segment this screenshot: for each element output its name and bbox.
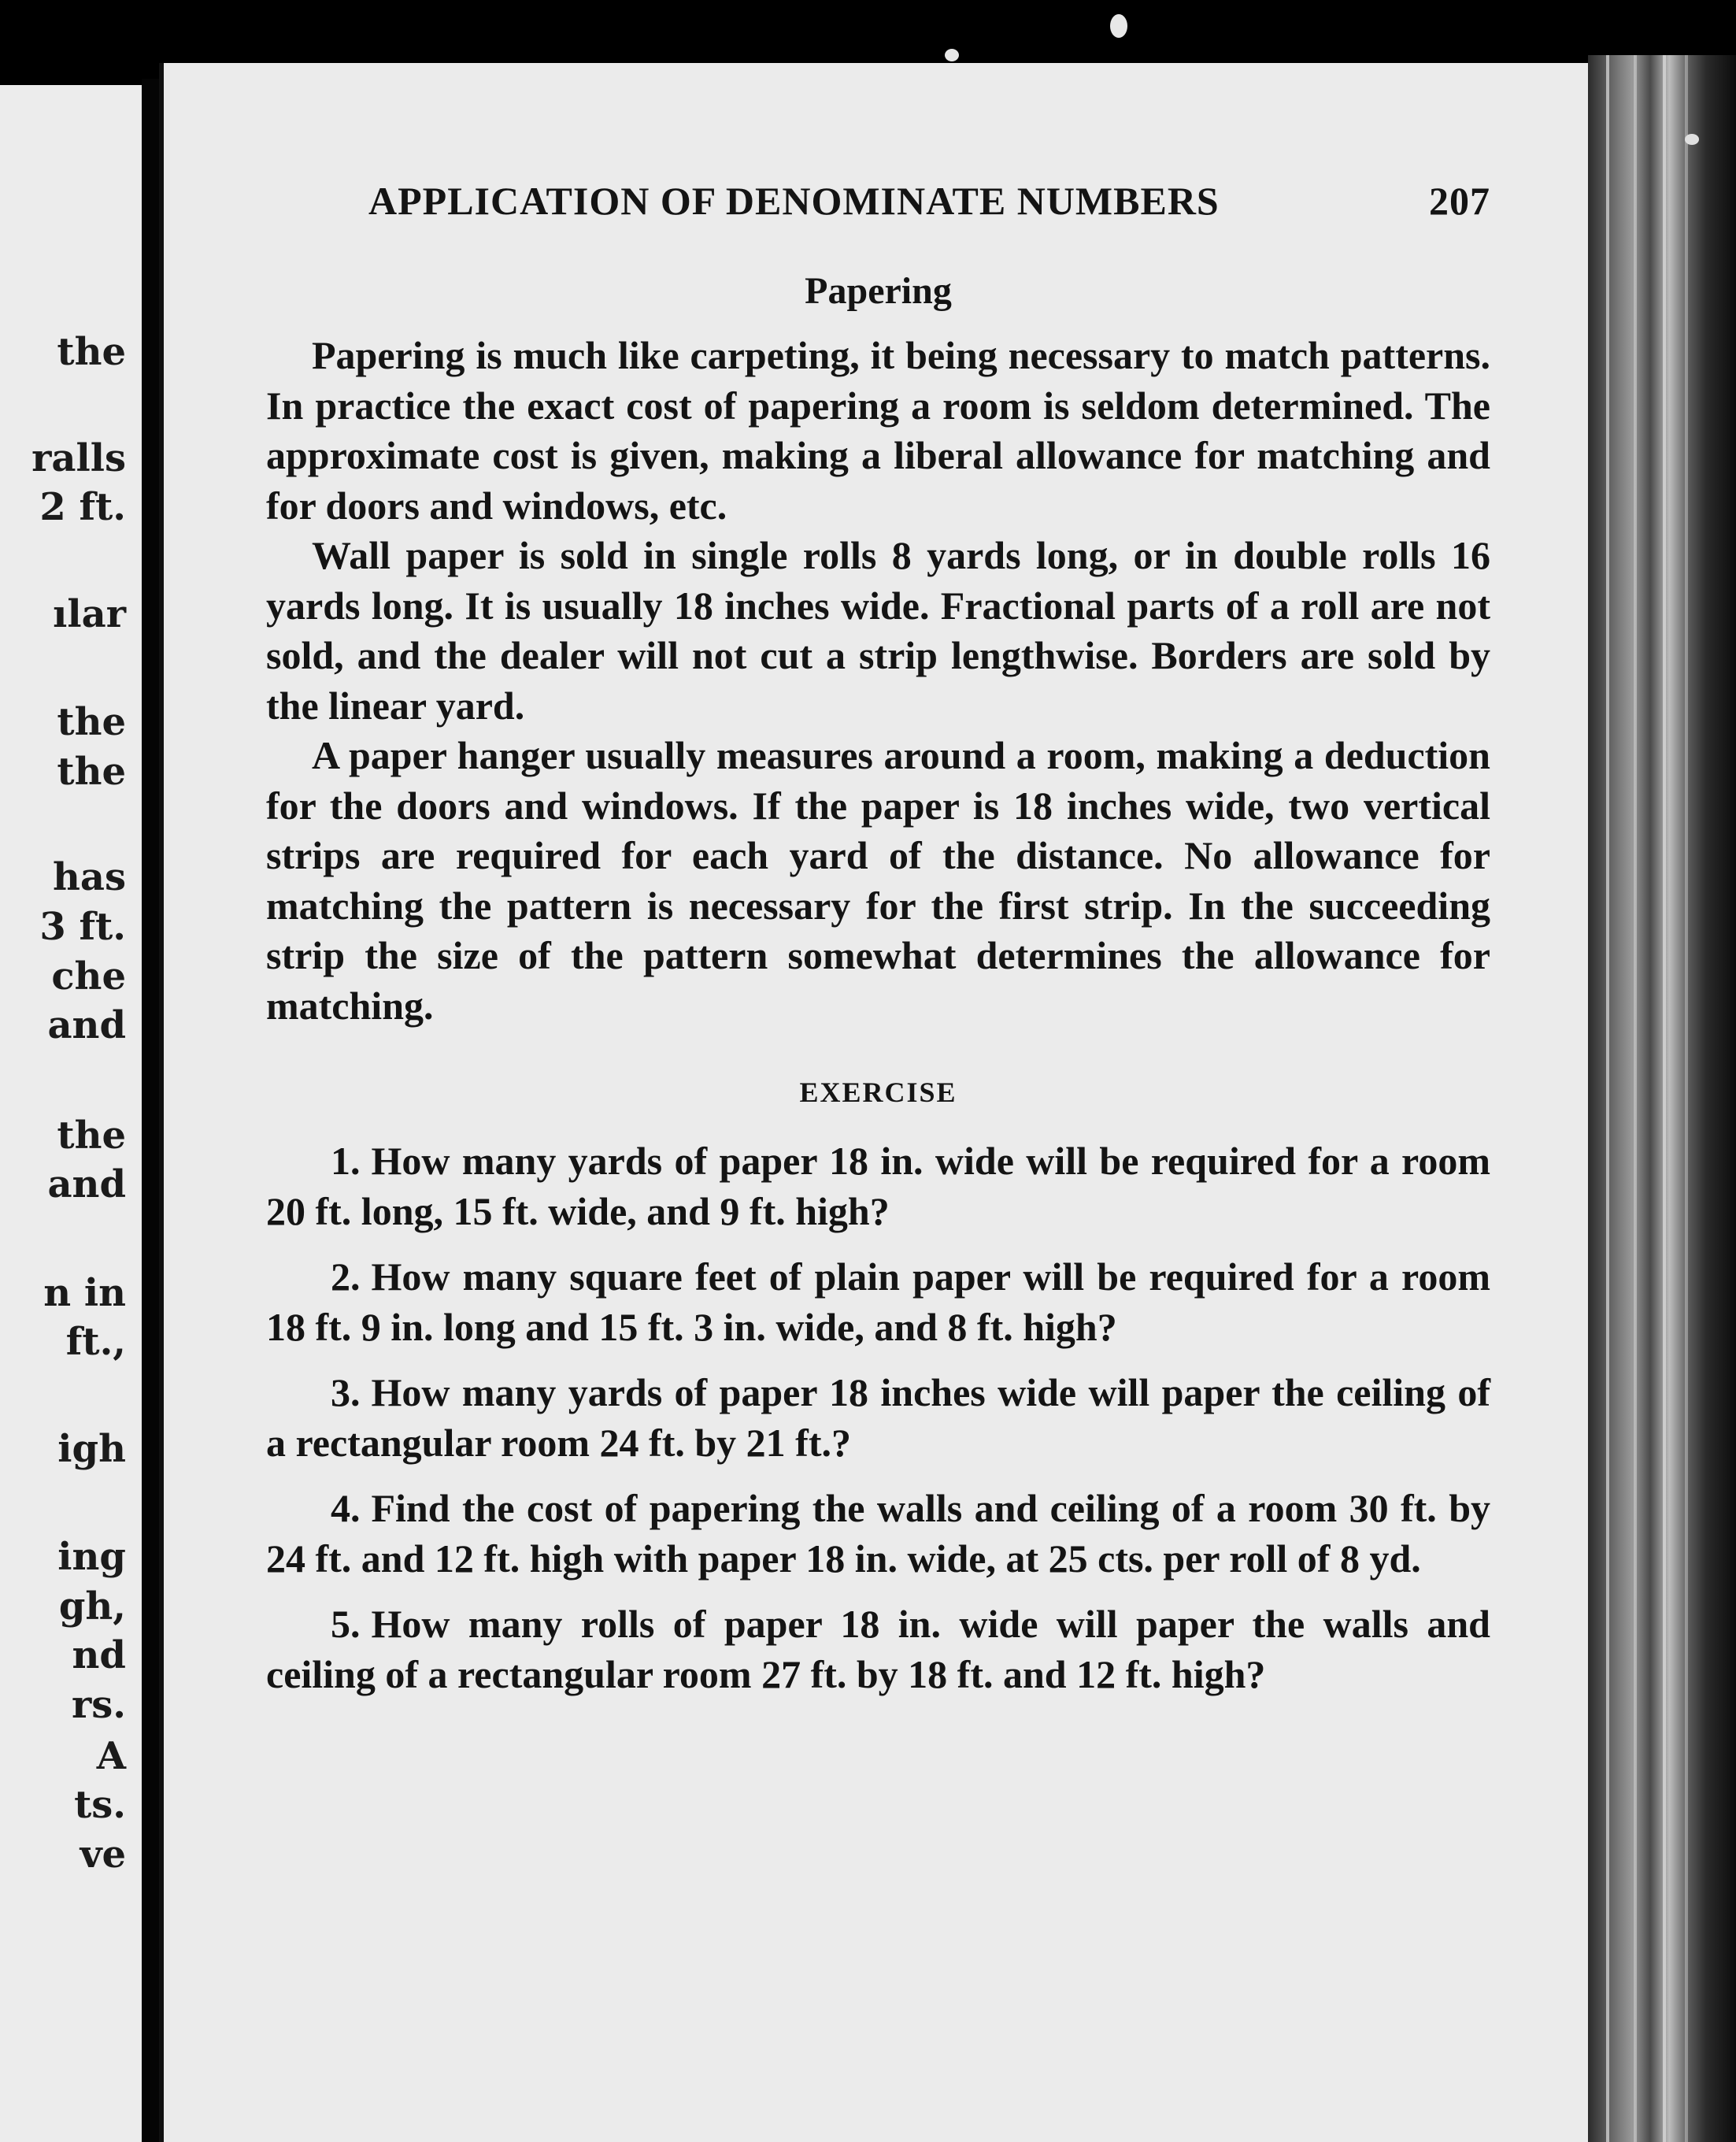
page-content xyxy=(266,181,1490,1715)
left-page-word: che xyxy=(51,954,126,999)
problem-number: 1. xyxy=(331,1139,361,1183)
problem-text: How many yards of paper 18 in. wide will be required for a room 20 ft. long, 15 ft. wide, and 9 ft. high? xyxy=(266,1139,1490,1233)
page-edge-line xyxy=(1634,55,1637,2142)
left-page-word: n in xyxy=(43,1271,126,1315)
left-page-word: A xyxy=(96,1734,126,1778)
left-page-word: ralls xyxy=(31,436,126,480)
left-page-word: gh, xyxy=(58,1584,126,1629)
problem-text: How many rolls of paper 18 in. wide will paper the walls and ceiling of a rectangular room 27 ft. by 18 ft. and 12 ft. high? xyxy=(266,1602,1490,1696)
exercise-problem xyxy=(266,1484,1490,1584)
running-head xyxy=(266,179,1490,223)
problem-text: How many square feet of plain paper will be required for a room 18 ft. 9 in. long and 15 ft. 3 in. wide, and 8 ft. high? xyxy=(266,1254,1490,1349)
left-page-word: igh xyxy=(57,1427,126,1471)
scan-speck xyxy=(1110,14,1127,38)
section-title: Papering xyxy=(805,270,952,312)
exercise-problem xyxy=(266,1599,1490,1699)
exercise-problem xyxy=(266,1252,1490,1352)
paragraph: A paper hanger usually measures around a room, making a deduction for the doors and windows. If the paper is 18 inches wide, two vertical strips are required for each yard of the distance. No allowance for matching the pattern is necessary for the first strip. In the succeeding strip the size of the pattern somewhat determines the allowance for matching. xyxy=(266,733,1490,1028)
exercise-problem xyxy=(266,1368,1490,1468)
left-page-word: ts. xyxy=(74,1783,126,1827)
problem-number: 3. xyxy=(331,1370,361,1414)
left-page-word: nd xyxy=(72,1633,126,1677)
exercise-problem xyxy=(266,1136,1490,1236)
left-page-word: and xyxy=(47,1162,126,1206)
running-title: APPLICATION OF DENOMINATE NUMBERS xyxy=(368,179,1220,223)
left-page-word: and xyxy=(47,1003,126,1047)
problem-text: How many yards of paper 18 inches wide will paper the ceiling of a rectangular room 24 ft. by 21 ft.? xyxy=(266,1370,1490,1465)
left-page-word: 2 ft. xyxy=(39,485,126,529)
left-page-word: the xyxy=(57,1114,126,1158)
problem-number: 2. xyxy=(331,1254,361,1299)
left-page-word: ve xyxy=(80,1833,126,1877)
left-page-word: the xyxy=(57,700,126,744)
left-page-text xyxy=(0,85,142,2142)
left-page-word: 3 ft. xyxy=(39,905,126,949)
left-page-word: has xyxy=(52,855,126,899)
problem-text: Find the cost of papering the walls and ceiling of a room 30 ft. by 24 ft. and 12 ft. high with paper 18 in. wide, at 25 cts. per roll of 8 yd. xyxy=(266,1486,1490,1581)
left-page-word: the xyxy=(57,750,126,794)
paragraph: Wall paper is sold in single rolls 8 yards long, or in double rolls 16 yards long. It is usually 18 inches wide. Fractional parts of a roll are not sold, and the dealer will not cut a strip lengthwise. Borders are sold by the linear yard. xyxy=(266,533,1490,728)
scan-speck xyxy=(1685,134,1699,145)
page-edge-line xyxy=(1606,55,1609,2142)
left-page-fragment xyxy=(0,85,142,2142)
left-page-word: the xyxy=(57,330,126,374)
page-edges xyxy=(1588,55,1736,2142)
problem-number: 4. xyxy=(331,1486,361,1530)
page-number: 207 xyxy=(1429,179,1490,223)
scan-speck xyxy=(945,49,959,61)
page-edge-line xyxy=(1663,55,1666,2142)
page-edge-line xyxy=(1685,55,1688,2142)
left-page-word: ing xyxy=(57,1535,126,1579)
problem-number: 5. xyxy=(331,1602,361,1646)
left-page-word: ft., xyxy=(65,1320,126,1364)
left-page-word: rs. xyxy=(71,1683,126,1727)
book-page xyxy=(159,63,1593,2142)
exercise-title: EXERCISE xyxy=(799,1077,957,1108)
book-gutter xyxy=(142,79,159,2142)
paragraph: Papering is much like carpeting, it being necessary to match patterns. In practice the exact cost of papering a room is seldom determined. The approximate cost is given, making a liberal allowance for matching and for doors and windows, etc. xyxy=(266,333,1490,528)
left-page-word: ılar xyxy=(53,592,126,636)
